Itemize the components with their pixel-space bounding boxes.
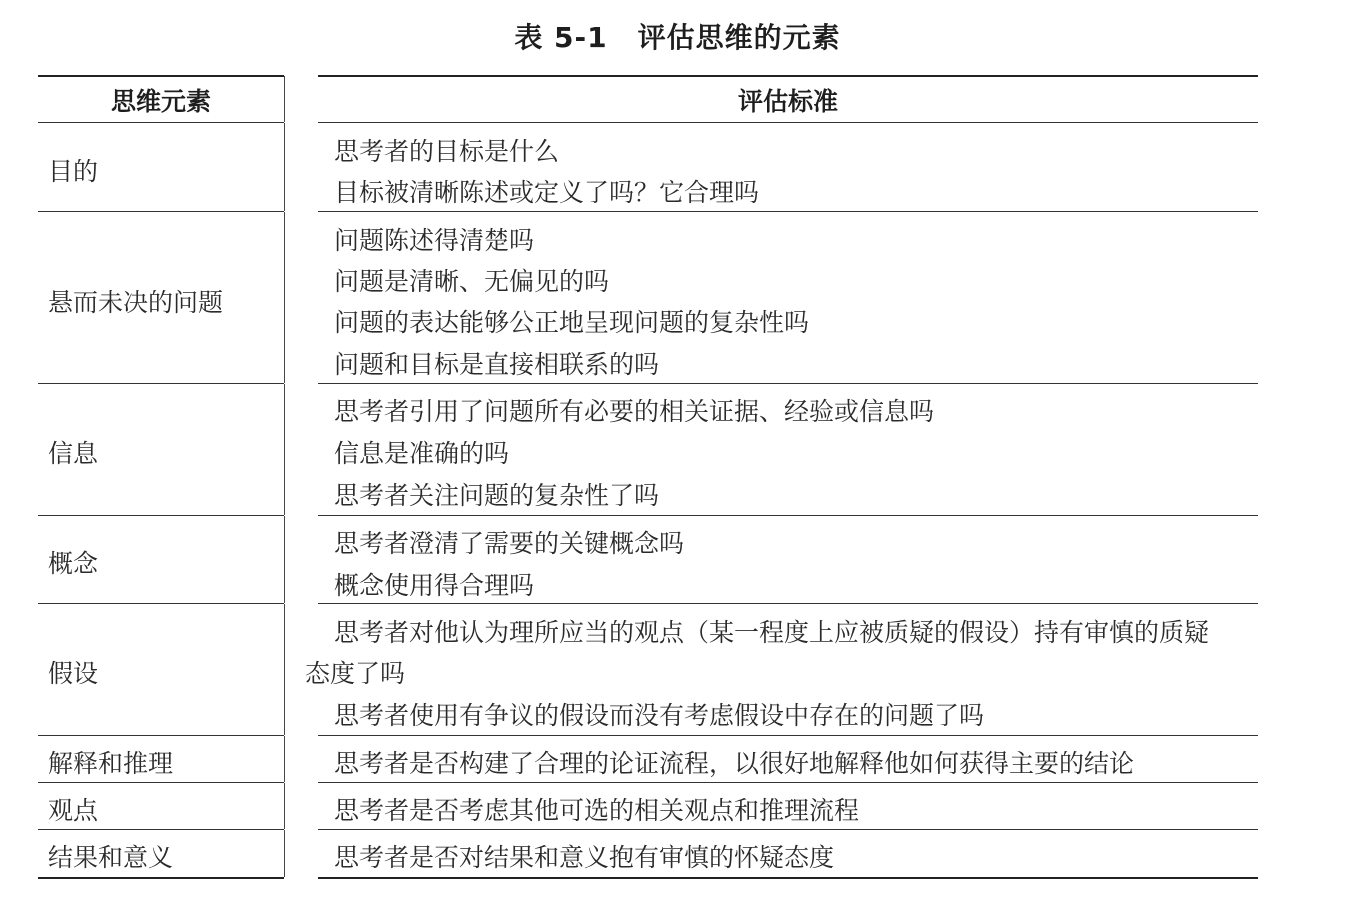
header-rule-right [318,122,1258,123]
column-divider [284,516,285,603]
criteria-line: 问题的表达能够公正地呈现问题的复杂性吗 [334,308,810,337]
header-element: 思维元素 [110,87,211,116]
column-divider [284,736,285,782]
row-rule-left [38,782,284,783]
bottom-rule-left [38,877,284,879]
element-cell: 悬而未决的问题 [48,288,224,317]
column-divider [284,384,285,515]
table-title [0,16,1355,56]
element-cell: 解释和推理 [48,749,174,778]
criteria-line: 思考者的目标是什么 [334,137,560,166]
element-cell: 观点 [48,796,99,825]
element-cell: 信息 [48,439,99,468]
criteria-line: 问题陈述得清楚吗 [334,226,535,255]
row-rule-left [38,515,284,516]
criteria-line: 思考者是否构建了合理的论证流程，以很好地解释他如何获得主要的结论 [334,749,1135,778]
row-rule-right [318,515,1258,516]
element-cell: 概念 [48,549,99,578]
criteria-line: 思考者关注问题的复杂性了吗 [334,481,660,510]
row-rule-left [38,603,284,604]
row-rule-left [38,383,284,384]
criteria-line: 思考者澄清了需要的关键概念吗 [334,529,685,558]
criteria-line: 思考者对他认为理所应当的观点（某一程度上应被质疑的假设）持有审慎的质疑 [334,618,1210,647]
criteria-line: 思考者引用了问题所有必要的相关证据、经验或信息吗 [334,397,935,426]
criteria-line: 问题和目标是直接相联系的吗 [334,350,660,379]
row-rule-left [38,211,284,212]
table-title-text: 评估思维的元素 [637,21,841,54]
row-rule-right [318,829,1258,830]
bottom-rule-right [318,877,1258,879]
criteria-line: 信息是准确的吗 [334,439,510,468]
element-cell: 假设 [48,659,99,688]
row-rule-right [318,603,1258,604]
row-rule-right [318,211,1258,212]
top-rule-right [318,75,1258,77]
criteria-line: 问题是清晰、无偏见的吗 [334,267,610,296]
criteria-line: 态度了吗 [305,659,406,688]
element-cell: 结果和意义 [48,843,174,872]
criteria-line: 目标被清晰陈述或定义了吗？它合理吗 [334,178,760,207]
top-rule-left [38,75,284,77]
header-rule-left [38,122,284,123]
column-divider [284,604,285,735]
header-criteria: 评估标准 [737,87,838,116]
criteria-line: 思考者是否对结果和意义抱有审慎的怀疑态度 [334,843,835,872]
table-number: 表 5-1 [514,21,608,54]
column-divider [284,783,285,829]
criteria-line: 思考者使用有争议的假设而没有考虑假设中存在的问题了吗 [334,701,985,730]
element-cell: 目的 [48,157,99,186]
row-rule-right [318,782,1258,783]
row-rule-right [318,383,1258,384]
row-rule-left [38,735,284,736]
criteria-line: 概念使用得合理吗 [334,571,535,600]
column-divider [284,123,285,211]
criteria-line: 思考者是否考虑其他可选的相关观点和推理流程 [334,796,860,825]
row-rule-right [318,735,1258,736]
column-divider [284,76,285,122]
column-divider [284,212,285,383]
row-rule-left [38,829,284,830]
column-divider [284,830,285,877]
